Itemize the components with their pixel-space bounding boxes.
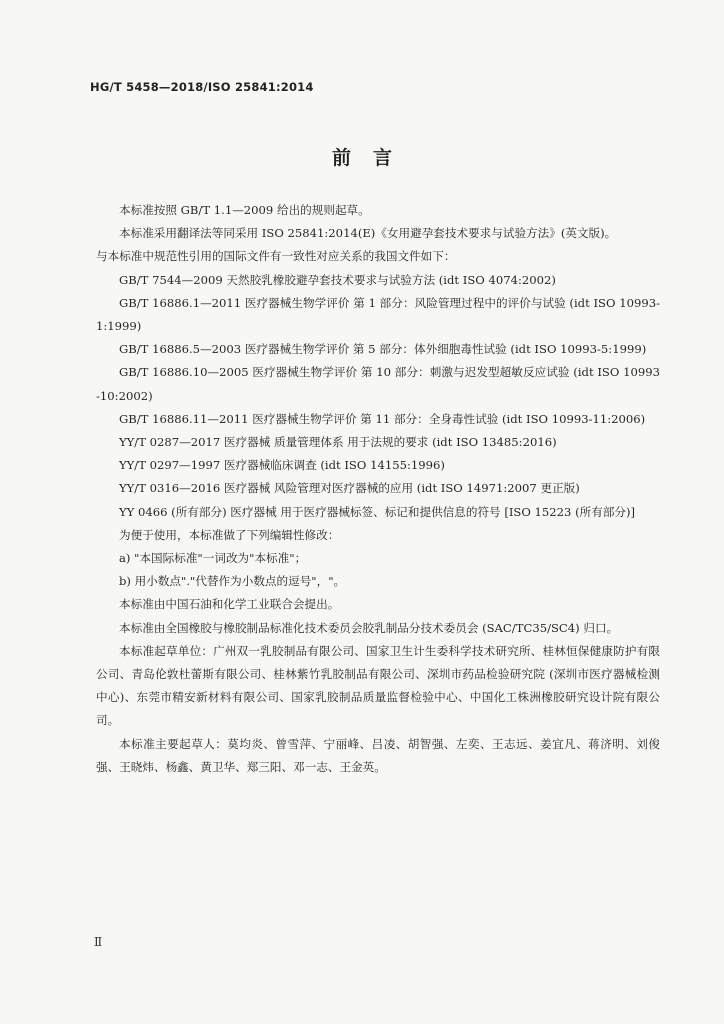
reference-item: GB/T 16886.10—2005 医疗器械生物学评价 第 10 部分：刺激与迟发型超敏反应试验 (idt ISO 10993-10:2002) xyxy=(96,365,660,403)
paragraph-proposer: 本标准由中国石油和化学工业联合会提出。 xyxy=(119,597,340,612)
reference-item: YY/T 0287—2017 医疗器械 质量管理体系 用于法规的要求 (idt ISO 13485:2016) xyxy=(119,435,557,450)
paragraph-drafters: 本标准主要起草人：莫均炎、曾雪萍、宁丽峰、吕凌、胡智强、左奕、王志远、姜宜凡、蒋济明、刘俊强、王晓炜、杨鑫、黄卫华、郑三阳、邓一志、王金英。 xyxy=(96,736,660,774)
reference-item: YY 0466 (所有部分) 医疗器械 用于医疗器械标签、标记和提供信息的符号 [ISO 15223 (所有部分)] xyxy=(119,504,636,519)
reference-item: YY/T 0297—1997 医疗器械临床调查 (idt ISO 14155:1996) xyxy=(119,458,445,473)
foreword-body xyxy=(96,199,660,779)
paragraph-committee: 本标准由全国橡胶与橡胶制品标准化技术委员会胶乳制品分技术委员会 (SAC/TC35/SC4) 归口。 xyxy=(119,620,619,635)
page-number: Ⅱ xyxy=(94,935,103,949)
reference-item: GB/T 7544—2009 天然胶乳橡胶避孕套技术要求与试验方法 (idt ISO 4074:2002) xyxy=(119,272,556,287)
paragraph-drafting-rules: 本标准按照 GB/T 1.1—2009 给出的规则起草。 xyxy=(119,203,370,217)
editorial-change-item: b) 用小数点"."代替作为小数点的逗号"，"。 xyxy=(119,574,346,589)
paragraph-normative-intro: 与本标准中规范性引用的国际文件有一致性对应关系的我国文件如下： xyxy=(96,249,456,264)
reference-item: GB/T 16886.11—2011 医疗器械生物学评价 第 11 部分：全身毒性试验 (idt ISO 10993-11:2006) xyxy=(119,411,646,426)
page-title: 前言 xyxy=(331,147,414,169)
reference-item: GB/T 16886.1—2011 医疗器械生物学评价 第 1 部分：风险管理过程中的评价与试验 (idt ISO 10993-1:1999) xyxy=(96,295,660,334)
editorial-change-item: a) "本国际标准"一词改为"本标准"； xyxy=(119,551,307,566)
reference-item: GB/T 16886.5—2003 医疗器械生物学评价 第 5 部分：体外细胞毒性试验 (idt ISO 10993-5:1999) xyxy=(119,342,647,357)
paragraph-drafting-units: 本标准起草单位：广州双一乳胶制品有限公司、国家卫生计生委科学技术研究所、桂林恒保健康防护有限公司、青岛伦敦杜蕾斯有限公司、桂林紫竹乳胶制品有限公司、深圳市药品检验研究院 (深圳市医疗器械检测中心)、东莞市精安新材料有限公司、国家乳胶制品质量监督检验中心、中国化工株洲橡胶研究设计院有限公司。 xyxy=(96,643,660,728)
paragraph-editorial-intro: 为便于使用，本标准做了下列编辑性修改： xyxy=(119,527,340,542)
paragraph-adoption: 本标准采用翻译法等同采用 ISO 25841:2014(E)《女用避孕套技术要求与试验方法》(英文版)。 xyxy=(119,226,617,241)
reference-item: YY/T 0316—2016 医疗器械 风险管理对医疗器械的应用 (idt ISO 14971:2007 更正版) xyxy=(119,481,580,496)
standard-number-header: HG/T 5458—2018/ISO 25841:2014 xyxy=(90,80,314,94)
